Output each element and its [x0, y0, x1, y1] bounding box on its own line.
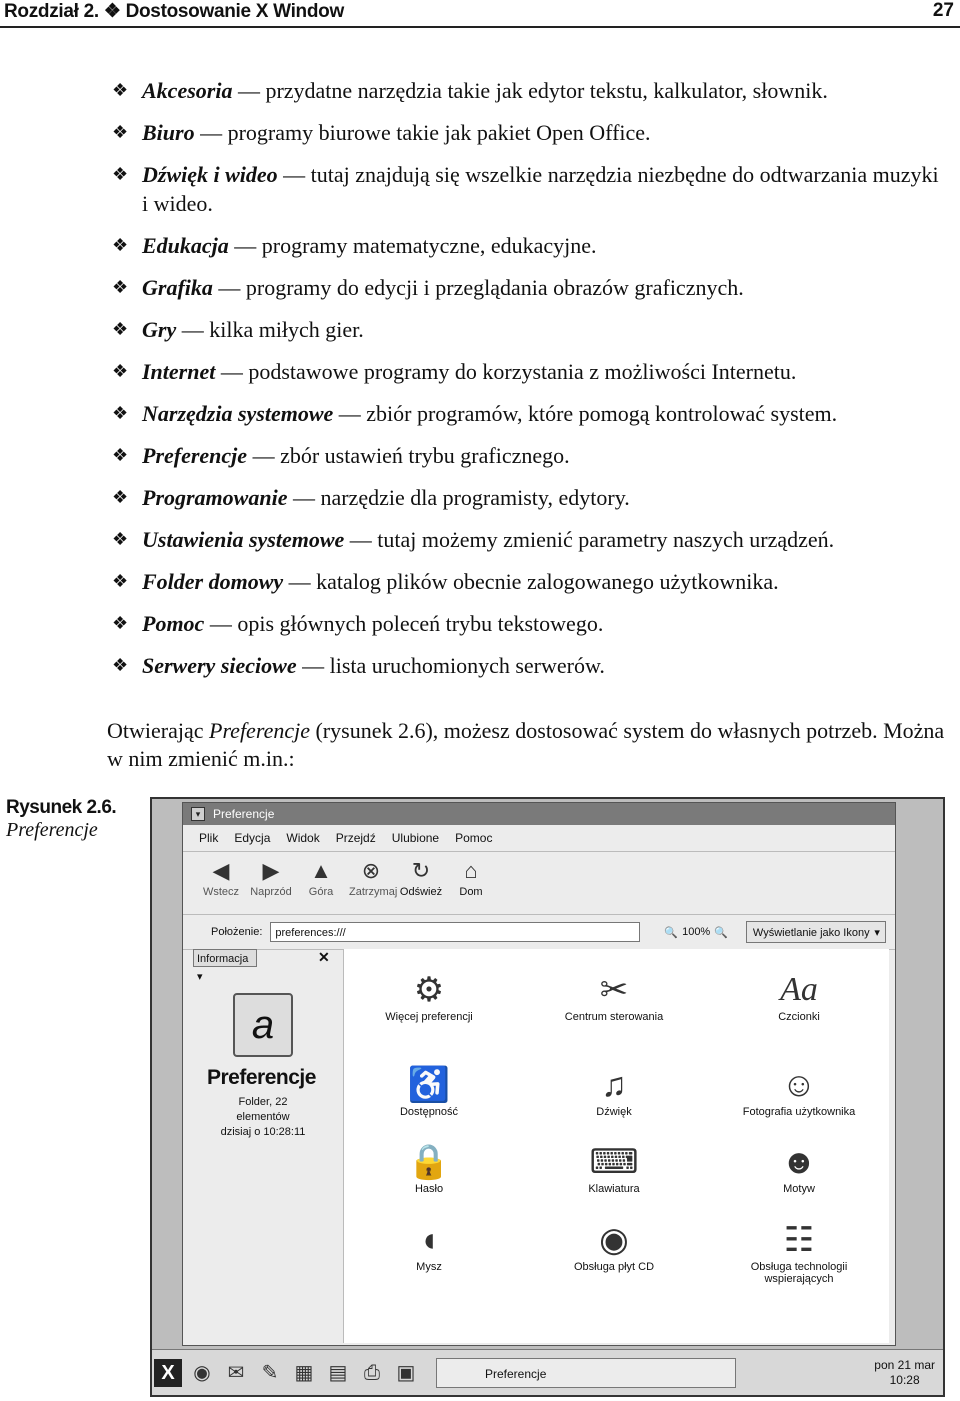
list-item: [112, 651, 942, 680]
bullet-text: — programy biurowe takie jak pakiet Open Office.: [194, 120, 651, 145]
list-item: [112, 315, 942, 344]
icon-view: [343, 949, 889, 1343]
mail-icon[interactable]: ✉: [227, 1361, 245, 1384]
folder-modified-time: dzisiaj o 10:28:11: [220, 1126, 306, 1138]
view-mode-value: Wyświetlanie jako Ikony: [752, 927, 870, 939]
up-arrow-icon: ▲: [310, 858, 332, 883]
bullet-list: [112, 76, 942, 693]
body-paragraph: [107, 717, 957, 773]
location-label: Położenie:: [211, 926, 263, 938]
folder-item-count: Folder, 22 elementów: [236, 1096, 290, 1123]
paragraph-text: (rysunek 2.6), możesz dostosować system do własnych potrzeb. Można w nim zmienić m.in.:: [107, 718, 945, 771]
workspace-switcher-icon[interactable]: ▣: [396, 1361, 416, 1384]
bullet-text: — kilka miłych gier.: [176, 317, 364, 342]
lock-icon: 🔒: [407, 1143, 451, 1181]
icon-item[interactable]: [529, 1219, 699, 1273]
paragraph-text: Otwierając: [107, 718, 209, 743]
accessibility-icon: ♿: [407, 1066, 451, 1104]
taskbar: [152, 1349, 943, 1395]
page-number: 27: [932, 0, 954, 21]
clock[interactable]: [874, 1358, 935, 1388]
icon-item[interactable]: [344, 1219, 514, 1273]
bullet-term: Ustawienia systemowe: [142, 527, 345, 552]
fonts-icon: Aa: [780, 971, 818, 1008]
menu-ulubione[interactable]: Ulubione: [391, 831, 440, 845]
stop-label: Zatrzymaj: [349, 886, 398, 898]
list-item: [112, 567, 942, 596]
list-item: [112, 483, 942, 512]
icon-label: Czcionki: [778, 1011, 820, 1023]
reload-label: Odśwież: [399, 886, 443, 898]
preferences-icon: ⚙: [413, 971, 445, 1009]
figure-title: Preferencje: [6, 819, 98, 841]
bullet-term: Narzędzia systemowe: [142, 401, 334, 426]
spreadsheet-icon[interactable]: ▦: [294, 1361, 314, 1384]
bullet-term: Folder domowy: [142, 569, 284, 594]
mouse-icon: ◖: [418, 1221, 440, 1259]
side-pane: [193, 949, 338, 1339]
bullet-text: — przydatne narzędzia takie jak edytor tekstu, kalkulator, słownik.: [232, 78, 828, 103]
bullet-term: Dźwięk i wideo: [142, 162, 278, 187]
side-pane-select[interactable]: Informacja ▾: [193, 949, 257, 967]
zoom-out-icon[interactable]: 🔍: [664, 926, 679, 939]
bullet-icon: ❖: [112, 529, 129, 549]
icon-item[interactable]: [714, 969, 884, 1023]
side-pane-select-value: Informacja: [197, 953, 249, 965]
home-button[interactable]: [449, 856, 493, 914]
figure-label: Rysunek 2.6.: [6, 797, 117, 818]
bullet-term: Gry: [142, 317, 177, 342]
bullet-icon: ❖: [112, 277, 129, 297]
assistive-technology-icon: ☷: [783, 1221, 815, 1259]
icon-item[interactable]: [344, 1064, 514, 1118]
list-item: [112, 273, 942, 302]
back-button[interactable]: [199, 856, 243, 914]
icon-label: Hasło: [414, 1183, 444, 1195]
icon-label: Fotografia użytkownika: [742, 1106, 856, 1118]
bullet-text: — narzędzie dla programisty, edytory.: [287, 485, 630, 510]
chapter-title: Rozdział 2. ❖ Dostosowanie X Window: [4, 1, 344, 22]
chevron-down-icon: ▾: [874, 927, 880, 939]
bullet-icon: ❖: [112, 319, 129, 339]
bullet-term: Pomoc: [142, 611, 205, 636]
icon-item[interactable]: [529, 1064, 699, 1118]
window-menu-icon[interactable]: ▾: [191, 807, 205, 821]
writer-icon[interactable]: ✎: [261, 1361, 279, 1384]
menu-bar: [183, 825, 895, 852]
bullet-icon: ❖: [112, 445, 129, 465]
running-header: [0, 0, 960, 28]
bullet-text: — zbór ustawień trybu graficznego.: [247, 443, 570, 468]
location-input[interactable]: preferences:///: [270, 922, 640, 942]
zoom-level: 100%: [682, 926, 711, 938]
icon-label: Mysz: [416, 1261, 442, 1273]
bullet-term: Akcesoria: [142, 78, 233, 103]
bullet-icon: ❖: [112, 122, 129, 142]
bullet-text: — podstawowe programy do korzystania z możliwości Internetu.: [215, 359, 797, 384]
back-arrow-icon: ◀: [212, 858, 230, 883]
bullet-icon: ❖: [112, 80, 129, 100]
up-label: Góra: [308, 886, 334, 898]
bullet-text: — programy matematyczne, edukacyjne.: [228, 233, 597, 258]
bullet-term: Serwery sieciowe: [142, 653, 297, 678]
list-item: [112, 76, 942, 105]
file-manager-window: [182, 802, 896, 1346]
menu-widok[interactable]: Widok: [286, 831, 320, 845]
bullet-icon: ❖: [112, 655, 129, 675]
sound-icon: ♫: [601, 1066, 627, 1104]
icon-item[interactable]: [529, 1141, 699, 1195]
menu-plik[interactable]: Plik: [199, 831, 219, 845]
icon-label: Motyw: [783, 1183, 815, 1195]
clock-time: 10:28: [889, 1372, 920, 1387]
forward-arrow-icon: ▶: [262, 858, 280, 883]
icon-item[interactable]: [344, 1141, 514, 1195]
presentation-icon[interactable]: ▤: [328, 1361, 348, 1384]
view-mode-select[interactable]: [746, 921, 886, 943]
home-icon: ⌂: [464, 858, 478, 883]
zoom-control: [664, 926, 728, 939]
window-title: Preferencje: [213, 807, 275, 821]
forward-label: Naprzód: [250, 886, 292, 898]
close-icon[interactable]: ✕: [318, 949, 330, 965]
bullet-icon: ❖: [112, 487, 129, 507]
browser-icon[interactable]: ◉: [193, 1361, 211, 1384]
icon-label: Klawiatura: [588, 1183, 640, 1195]
bullet-text: — katalog plików obecnie zalogowanego użytkownika.: [283, 569, 779, 594]
list-item: [112, 525, 942, 554]
bullet-term: Biuro: [142, 120, 195, 145]
menu-przejdz[interactable]: Przejdź: [335, 831, 376, 845]
bullet-icon: ❖: [112, 613, 129, 633]
taskbar-window-label: Preferencje: [485, 1366, 547, 1381]
icon-label: Dostępność: [399, 1106, 459, 1118]
list-item: [112, 231, 942, 260]
reload-icon: ↻: [411, 858, 431, 883]
reload-button[interactable]: [399, 856, 443, 914]
bullet-text: — tutaj znajdują się wszelkie narzędzia niezbędne do odtwarzania muzyki i wideo.: [142, 162, 939, 216]
bullet-term: Grafika: [142, 275, 213, 300]
bullet-text: — zbiór programów, które pomogą kontrolować system.: [333, 401, 838, 426]
bullet-term: Programowanie: [142, 485, 288, 510]
icon-label: Obsługa technologii wspierających: [750, 1261, 848, 1285]
icon-item[interactable]: [714, 1064, 884, 1118]
stop-button[interactable]: [349, 856, 398, 914]
list-item: [112, 609, 942, 638]
stop-icon: ⊗: [361, 858, 381, 883]
icon-item[interactable]: [344, 969, 514, 1023]
bullet-term: Internet: [142, 359, 216, 384]
user-photo-icon: ☺: [781, 1066, 817, 1104]
preferences-folder-icon: a: [233, 993, 293, 1057]
tools-icon: ✂: [599, 971, 629, 1009]
bullet-icon: ❖: [112, 235, 129, 255]
icon-label: Więcej preferencji: [385, 1011, 473, 1023]
bullet-text: — programy do edycji i przeglądania obrazów graficznych.: [212, 275, 744, 300]
printer-icon[interactable]: ⎙: [364, 1361, 380, 1384]
list-item: [112, 441, 942, 470]
icon-label: Obsługa płyt CD: [573, 1261, 655, 1273]
taskbar-window-button[interactable]: [436, 1358, 736, 1388]
paragraph-emphasis: Preferencje: [209, 718, 310, 743]
menu-edycja[interactable]: Edycja: [234, 831, 271, 845]
icon-item[interactable]: [714, 1219, 884, 1285]
theme-masks-icon: ☻: [781, 1143, 817, 1181]
list-item: [112, 399, 942, 428]
figure-caption: [6, 797, 126, 842]
menu-pomoc[interactable]: Pomoc: [455, 831, 493, 845]
home-label: Dom: [459, 886, 483, 898]
list-item: [112, 118, 942, 147]
bullet-icon: ❖: [112, 571, 129, 591]
bullet-term: Preferencje: [142, 443, 248, 468]
list-item: [112, 160, 942, 218]
location-bar: [183, 915, 895, 950]
icon-label: Dźwięk: [596, 1106, 632, 1118]
bullet-icon: ❖: [112, 361, 129, 381]
clock-date: pon 21 mar: [874, 1357, 935, 1372]
cd-icon: ◉: [599, 1221, 629, 1259]
forward-button[interactable]: [249, 856, 293, 914]
zoom-in-icon[interactable]: 🔍: [714, 926, 728, 939]
bullet-term: Edukacja: [142, 233, 229, 258]
bullet-text: — lista uruchomionych serwerów.: [296, 653, 605, 678]
bullet-text: — opis głównych poleceń trybu tekstowego.: [204, 611, 604, 636]
up-button[interactable]: [299, 856, 343, 914]
bullet-icon: ❖: [112, 403, 129, 423]
icon-item[interactable]: [529, 969, 699, 1023]
side-pane-title: Preferencje: [207, 1066, 316, 1089]
icon-item[interactable]: [714, 1141, 884, 1195]
list-item: [112, 357, 942, 386]
main-menu-icon[interactable]: X: [154, 1359, 182, 1387]
window-titlebar[interactable]: [183, 803, 895, 825]
side-pane-info: [213, 1095, 313, 1140]
toolbar: [183, 852, 895, 915]
screenshot-figure: [150, 797, 945, 1397]
bullet-icon: ❖: [112, 164, 129, 184]
bullet-text: — tutaj możemy zmienić parametry naszych urządzeń.: [344, 527, 835, 552]
icon-label: Centrum sterowania: [564, 1011, 664, 1023]
keyboard-icon: ⌨: [589, 1143, 639, 1181]
back-label: Wstecz: [202, 886, 240, 898]
